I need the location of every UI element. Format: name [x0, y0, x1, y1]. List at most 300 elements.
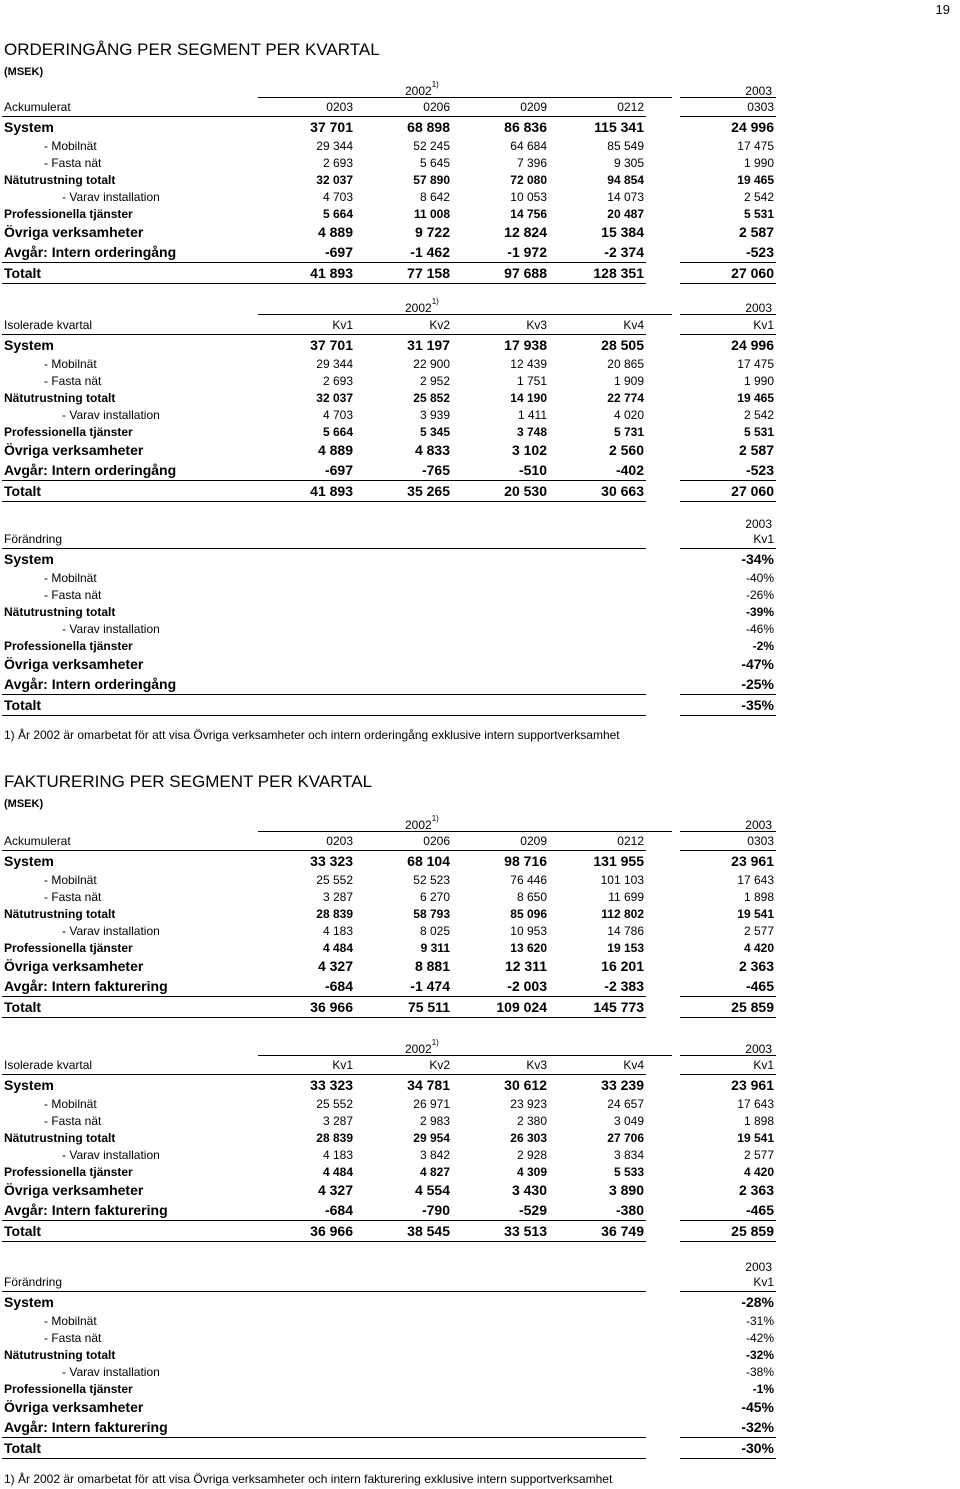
column-header: 0206 — [355, 98, 452, 117]
cell-value: 5 531 — [743, 206, 774, 221]
cell-value: 14 756 — [510, 206, 547, 221]
billing-footnote: 1) År 2002 är omarbetat för att visa Övriga verksamheter och intern fakturering exklusive intern supportverksamhet — [4, 1472, 613, 1486]
cell-value: 2 542 — [743, 407, 774, 422]
row-label: Övriga verksamheter — [4, 1182, 144, 1198]
row-label: Övriga verksamheter — [4, 224, 144, 240]
table-row — [2, 1380, 776, 1397]
row-label: - Varav installation — [62, 407, 160, 422]
cell-value: 25 552 — [316, 872, 353, 887]
row-label: Totalt — [2, 1221, 258, 1242]
table-row — [2, 1417, 776, 1438]
cell-value: 3 748 — [516, 424, 547, 439]
table-row — [2, 481, 776, 502]
table-row — [2, 1346, 776, 1363]
column-gap — [646, 603, 680, 620]
table-row — [2, 423, 776, 440]
column-header: Kv3 — [452, 1056, 549, 1075]
column-gap — [646, 674, 680, 695]
row-label: Totalt — [2, 481, 258, 502]
cell-value: 4 420 — [743, 1164, 774, 1179]
cell-value: 3 049 — [613, 1113, 644, 1128]
year-2003-label: 2003 — [745, 818, 772, 832]
cell-value: 16 201 — [601, 958, 644, 974]
cell-value: 4 889 — [317, 442, 353, 458]
table-row — [2, 263, 776, 284]
row-label: System — [4, 337, 54, 353]
orders-chg-table — [2, 530, 776, 716]
cell-value: 76 446 — [510, 872, 547, 887]
column-gap — [646, 939, 680, 956]
column-header: 0203 — [258, 832, 355, 851]
cell-value: 3 834 — [613, 1147, 644, 1162]
column-gap — [646, 1380, 680, 1397]
column-gap — [646, 1273, 680, 1292]
table-row — [2, 154, 776, 171]
column-gap — [646, 1075, 680, 1096]
column-gap — [646, 695, 680, 716]
cell-value: 17 475 — [737, 356, 774, 371]
cell-value: 28 839 — [316, 906, 353, 921]
orders-title: ORDERINGÅNG PER SEGMENT PER KVARTAL — [4, 40, 380, 59]
cell-value: 52 523 — [413, 872, 450, 887]
column-gap — [646, 242, 680, 263]
cell-value: 12 311 — [504, 958, 547, 974]
row-label: Professionella tjänster — [4, 1164, 133, 1179]
column-gap — [646, 851, 680, 872]
column-gap — [646, 263, 680, 284]
cell-value: 85 096 — [510, 906, 547, 921]
cell-value: -46% — [745, 621, 774, 636]
row-label: System — [4, 1294, 54, 1310]
row-label: System — [4, 119, 54, 135]
cell-value: 5 345 — [419, 424, 450, 439]
row-label: - Varav installation — [62, 1147, 160, 1162]
row-label: Totalt — [2, 1438, 646, 1459]
row-label: - Mobilnät — [44, 138, 97, 153]
table-row — [2, 1312, 776, 1329]
cell-value: 36 749 — [549, 1221, 646, 1242]
cell-value: -402 — [615, 462, 644, 478]
column-header: Kv1 — [258, 1056, 355, 1075]
cell-value: 94 854 — [607, 172, 644, 187]
table-row — [2, 922, 776, 939]
row-label: Övriga verksamheter — [4, 1399, 144, 1415]
cell-value: 11 008 — [413, 206, 450, 221]
cell-value: 28 505 — [601, 337, 644, 353]
cell-value: 33 323 — [310, 1077, 353, 1093]
column-header: Kv4 — [549, 1056, 646, 1075]
cell-value: 12 824 — [504, 224, 547, 240]
column-gap — [646, 1163, 680, 1180]
column-gap — [646, 1346, 680, 1363]
column-header: 0203 — [258, 98, 355, 117]
cell-value: 1 990 — [743, 373, 774, 388]
table-row — [2, 117, 776, 138]
cell-value: 4 183 — [322, 923, 353, 938]
year-2003-label: 2003 — [745, 301, 772, 315]
cell-value: 37 701 — [310, 119, 353, 135]
cell-value: 2 587 — [738, 442, 774, 458]
cell-value: 2 693 — [322, 155, 353, 170]
column-header: Kv1 — [680, 1056, 776, 1075]
cell-value: 68 898 — [407, 119, 450, 135]
column-gap — [646, 222, 680, 242]
cell-value: 4 020 — [613, 407, 644, 422]
cell-value: 4 484 — [322, 1164, 353, 1179]
cell-value: 2 952 — [419, 373, 450, 388]
cell-value: 4 889 — [317, 224, 353, 240]
cell-value: 23 923 — [510, 1096, 547, 1111]
cell-value: 1 898 — [743, 889, 774, 904]
cell-value: 98 716 — [504, 853, 547, 869]
cell-value: 10 953 — [510, 923, 547, 938]
column-header: 0209 — [452, 98, 549, 117]
table-row — [2, 939, 776, 956]
cell-value: 26 303 — [510, 1130, 547, 1145]
column-gap — [646, 620, 680, 637]
cell-value: 86 836 — [504, 119, 547, 135]
cell-value: 20 865 — [607, 356, 644, 371]
table-row — [2, 1112, 776, 1129]
cell-value: 64 684 — [510, 138, 547, 153]
cell-value: 24 996 — [731, 119, 774, 135]
cell-value: 19 541 — [737, 906, 774, 921]
cell-value: -523 — [745, 244, 774, 260]
cell-value: 17 938 — [504, 337, 547, 353]
column-gap — [646, 637, 680, 654]
table-row — [2, 997, 776, 1018]
table-row — [2, 1397, 776, 1417]
cell-value: 1 990 — [743, 155, 774, 170]
column-gap — [646, 440, 680, 460]
table-row — [2, 460, 776, 481]
cell-value: 131 955 — [593, 853, 644, 869]
section-label: Förändring — [2, 530, 646, 549]
cell-value: -465 — [745, 1202, 774, 1218]
cell-value: -1% — [752, 1381, 774, 1396]
row-label: - Fasta nät — [44, 373, 102, 388]
cell-value: 5 664 — [322, 206, 353, 221]
cell-value: 3 287 — [322, 1113, 353, 1128]
cell-value: 36 966 — [258, 1221, 355, 1242]
column-header: Kv1 — [680, 530, 776, 549]
billing-chg-table — [2, 1273, 776, 1459]
cell-value: -28% — [741, 1294, 774, 1310]
cell-value: 29 954 — [413, 1130, 450, 1145]
row-label: Professionella tjänster — [4, 940, 133, 955]
cell-value: -684 — [324, 978, 353, 994]
cell-value: 14 073 — [607, 189, 644, 204]
column-gap — [646, 154, 680, 171]
table-row — [2, 603, 776, 620]
cell-value: 19 153 — [607, 940, 644, 955]
row-label: - Mobilnät — [44, 570, 97, 585]
cell-value: 4 703 — [322, 407, 353, 422]
cell-value: -2% — [752, 638, 774, 653]
row-label: - Varav installation — [62, 923, 160, 938]
column-gap — [646, 871, 680, 888]
cell-value: 8 881 — [414, 958, 450, 974]
row-label: Övriga verksamheter — [4, 656, 144, 672]
cell-value: 128 351 — [549, 263, 646, 284]
table-row — [2, 654, 776, 674]
cell-value: 5 664 — [322, 424, 353, 439]
row-label: - Fasta nät — [44, 1330, 102, 1345]
column-gap — [646, 586, 680, 603]
column-gap — [646, 1397, 680, 1417]
cell-value: 4 420 — [743, 940, 774, 955]
column-gap — [646, 1200, 680, 1221]
row-label: Nätutrustning totalt — [4, 906, 116, 921]
row-label: - Varav installation — [62, 189, 160, 204]
cell-value: 6 270 — [419, 889, 450, 904]
column-gap — [646, 1417, 680, 1438]
table-row — [2, 372, 776, 389]
cell-value: 34 781 — [407, 1077, 450, 1093]
cell-value: 30 612 — [504, 1077, 547, 1093]
cell-value: 7 396 — [516, 155, 547, 170]
cell-value: 1 411 — [517, 407, 547, 422]
column-header-row — [2, 530, 776, 549]
year-2002-label: 2002$^{1)}$ — [405, 297, 439, 315]
cell-value: 2 983 — [419, 1113, 450, 1128]
column-gap — [646, 530, 680, 549]
section-label: Förändring — [2, 1273, 646, 1292]
cell-value: 22 774 — [607, 390, 644, 405]
cell-value: -31% — [745, 1313, 774, 1328]
cell-value: 41 893 — [258, 481, 355, 502]
table-row — [2, 205, 776, 222]
column-gap — [646, 654, 680, 674]
cell-value: 109 024 — [452, 997, 549, 1018]
cell-value: 9 311 — [420, 940, 450, 955]
table-row — [2, 674, 776, 695]
cell-value: 23 961 — [731, 1077, 774, 1093]
row-label: Nätutrustning totalt — [4, 604, 116, 619]
cell-value: 2 577 — [743, 923, 774, 938]
column-gap — [646, 1438, 680, 1459]
cell-value: -32% — [745, 1347, 774, 1362]
table-row — [2, 1095, 776, 1112]
table-row — [2, 242, 776, 263]
cell-value: 3 287 — [322, 889, 353, 904]
cell-value: -34% — [741, 551, 774, 567]
cell-value: 2 560 — [608, 442, 644, 458]
column-gap — [646, 1129, 680, 1146]
table-row — [2, 389, 776, 406]
column-header: Kv1 — [258, 316, 355, 335]
cell-value: 14 786 — [607, 923, 644, 938]
cell-value: 24 996 — [731, 337, 774, 353]
cell-value: -40% — [745, 570, 774, 585]
column-header: Kv4 — [549, 316, 646, 335]
table-row — [2, 188, 776, 205]
column-header: 0212 — [549, 98, 646, 117]
cell-value: 31 197 — [407, 337, 450, 353]
cell-value: -45% — [741, 1399, 774, 1415]
cell-value: 38 545 — [355, 1221, 452, 1242]
column-gap — [646, 1292, 680, 1313]
cell-value: 8 650 — [516, 889, 547, 904]
cell-value: 4 309 — [516, 1164, 547, 1179]
cell-value: 32 037 — [316, 172, 353, 187]
column-header-row — [2, 1273, 776, 1292]
column-gap — [646, 205, 680, 222]
cell-value: 115 341 — [594, 119, 644, 135]
table-row — [2, 637, 776, 654]
column-gap — [646, 98, 680, 117]
row-label: - Mobilnät — [44, 356, 97, 371]
cell-value: 32 037 — [316, 390, 353, 405]
row-label: Professionella tjänster — [4, 1381, 133, 1396]
cell-value: -2 383 — [604, 978, 644, 994]
cell-value: 41 893 — [258, 263, 355, 284]
table-row — [2, 440, 776, 460]
column-gap — [646, 389, 680, 406]
table-row — [2, 137, 776, 154]
column-header: 0206 — [355, 832, 452, 851]
cell-value: -38% — [745, 1364, 774, 1379]
cell-value: 75 511 — [355, 997, 452, 1018]
cell-value: 5 731 — [613, 424, 644, 439]
row-label: Professionella tjänster — [4, 424, 133, 439]
cell-value: 25 859 — [680, 1221, 776, 1242]
table-row — [2, 1221, 776, 1242]
cell-value: 2 693 — [322, 373, 353, 388]
cell-value: 3 102 — [511, 442, 547, 458]
row-label: Nätutrustning totalt — [4, 172, 116, 187]
column-gap — [646, 997, 680, 1018]
orders-footnote: 1) År 2002 är omarbetat för att visa Övriga verksamheter och intern orderingång exklusive intern supportverksamhet — [4, 728, 620, 742]
cell-value: 27 060 — [680, 263, 776, 284]
cell-value: 1 898 — [743, 1113, 774, 1128]
column-gap — [646, 137, 680, 154]
row-label: Totalt — [2, 263, 258, 284]
cell-value: -2 374 — [604, 244, 644, 260]
row-label: System — [4, 551, 54, 567]
column-gap — [646, 956, 680, 976]
cell-value: 35 265 — [355, 481, 452, 502]
orders-iso-table — [2, 316, 776, 502]
cell-value: 57 890 — [413, 172, 450, 187]
cell-value: 4 484 — [322, 940, 353, 955]
column-header: 0209 — [452, 832, 549, 851]
column-header: Kv2 — [355, 316, 452, 335]
column-gap — [646, 372, 680, 389]
column-gap — [646, 406, 680, 423]
table-row — [2, 1292, 776, 1313]
cell-value: 13 620 — [510, 940, 547, 955]
column-gap — [646, 832, 680, 851]
cell-value: 29 344 — [316, 138, 353, 153]
column-header: Kv1 — [680, 316, 776, 335]
cell-value: -1 474 — [410, 978, 450, 994]
table-row — [2, 871, 776, 888]
column-header-row — [2, 1056, 776, 1075]
table-row — [2, 1075, 776, 1096]
section-label: Isolerade kvartal — [2, 1056, 258, 1075]
cell-value: -39% — [745, 604, 774, 619]
cell-value: 14 190 — [510, 390, 547, 405]
orders-unit: (MSEK) — [4, 66, 44, 78]
cell-value: -529 — [518, 1202, 547, 1218]
cell-value: 27 060 — [680, 481, 776, 502]
cell-value: 1 909 — [613, 373, 644, 388]
billing-iso-table — [2, 1056, 776, 1242]
column-gap — [646, 171, 680, 188]
cell-value: -380 — [615, 1202, 644, 1218]
column-gap — [646, 1095, 680, 1112]
row-label: Övriga verksamheter — [4, 442, 144, 458]
cell-value: 2 928 — [516, 1147, 547, 1162]
cell-value: 22 900 — [413, 356, 450, 371]
row-label: - Mobilnät — [44, 1096, 97, 1111]
cell-value: 8 025 — [419, 923, 450, 938]
cell-value: 10 053 — [510, 189, 547, 204]
cell-value: 30 663 — [549, 481, 646, 502]
cell-value: 23 961 — [731, 853, 774, 869]
row-label: - Fasta nät — [44, 587, 102, 602]
cell-value: 11 699 — [608, 889, 644, 904]
section-label: Isolerade kvartal — [2, 316, 258, 335]
column-gap — [646, 569, 680, 586]
cell-value: 5 645 — [419, 155, 450, 170]
row-label: - Mobilnät — [44, 872, 97, 887]
column-gap — [646, 976, 680, 997]
cell-value: -510 — [518, 462, 547, 478]
cell-value: 25 859 — [680, 997, 776, 1018]
table-row — [2, 1146, 776, 1163]
row-label: Nätutrustning totalt — [4, 1347, 116, 1362]
row-label: Avgår: Intern orderingång — [4, 462, 177, 478]
table-row — [2, 335, 776, 356]
cell-value: 4 833 — [414, 442, 450, 458]
cell-value: 20 530 — [452, 481, 549, 502]
column-gap — [646, 117, 680, 138]
row-label: Avgår: Intern orderingång — [4, 676, 177, 692]
cell-value: 97 688 — [452, 263, 549, 284]
cell-value: 19 465 — [737, 390, 774, 405]
row-label: Totalt — [2, 997, 258, 1018]
column-gap — [646, 922, 680, 939]
table-row — [2, 586, 776, 603]
table-row — [2, 976, 776, 997]
cell-value: -30% — [680, 1438, 776, 1459]
column-gap — [646, 335, 680, 356]
cell-value: -697 — [324, 462, 353, 478]
cell-value: 2 363 — [738, 958, 774, 974]
column-header: Kv2 — [355, 1056, 452, 1075]
column-gap — [646, 1180, 680, 1200]
billing-ack-table — [2, 832, 776, 1018]
row-label: Avgår: Intern fakturering — [4, 978, 168, 994]
row-label: - Mobilnät — [44, 1313, 97, 1328]
cell-value: 2 380 — [516, 1113, 547, 1128]
cell-value: 4 327 — [317, 1182, 353, 1198]
cell-value: 9 305 — [613, 155, 644, 170]
table-row — [2, 1200, 776, 1221]
table-row — [2, 1180, 776, 1200]
cell-value: 2 363 — [738, 1182, 774, 1198]
row-label: - Varav installation — [62, 621, 160, 636]
cell-value: -697 — [324, 244, 353, 260]
cell-value: 26 971 — [413, 1096, 450, 1111]
cell-value: 19 465 — [737, 172, 774, 187]
table-row — [2, 1363, 776, 1380]
table-row — [2, 695, 776, 716]
cell-value: -523 — [745, 462, 774, 478]
year-2003-label: 2003 — [745, 517, 772, 531]
